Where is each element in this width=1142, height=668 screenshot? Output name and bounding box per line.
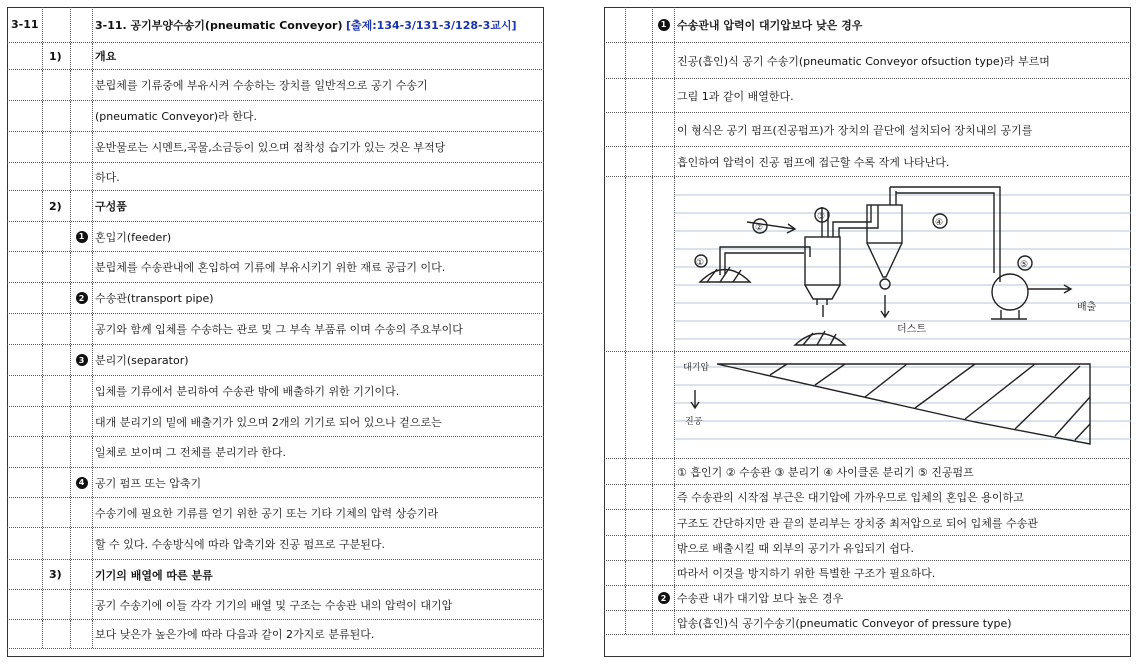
text-row (604, 113, 1131, 147)
text-row (604, 43, 1131, 79)
connecting-pipe (833, 205, 878, 237)
left-rows (7, 43, 544, 649)
body-text: 분립체를 수송관내에 혼입하여 기류에 부유시키기 위한 재료 공급기 이다. (95, 261, 446, 274)
body-text: 대개 분리기의 밑에 배출기가 있으며 2개의 기기로 되어 있으나 겉으로는 (95, 415, 442, 429)
text-row (604, 510, 1131, 536)
pressure-curve (717, 364, 1090, 444)
body-text: 수송관 내가 대기압 보다 높은 경우 (677, 592, 844, 605)
body-text: 그림 1과 같이 배열한다. (677, 89, 794, 103)
source-tag: [출제:134-3/131-3/128-3교시] (345, 18, 517, 32)
body-text: 보다 낮은가 높은가에 따라 다음과 같이 2가지로 분류된다. (95, 628, 375, 641)
figure-row-graph (604, 352, 1131, 459)
figure-row-apparatus (604, 177, 1131, 352)
text-row (7, 191, 544, 222)
body-text: 입체를 기류에서 분리하여 수송관 밖에 배출하기 위한 기기이다. (95, 385, 400, 398)
body-text: 운반물로는 시멘트,곡물,소금등이 있으며 점착성 습기가 있는 것은 부적당 (95, 141, 446, 154)
body-text: 공기와 함께 입체를 수송하는 관로 및 그 부속 부품류 이며 수송의 주요부이다 (95, 323, 463, 336)
text-row (7, 407, 544, 437)
apparatus-figure (675, 177, 1131, 351)
heading-text: 기기의 배열에 따른 분류 (95, 568, 213, 582)
outlet-arrow (1028, 285, 1071, 293)
body-text: 진공(흡인)식 공기 수송기(pneumatic Conveyor ofsuction type)라 부르며 (677, 54, 1050, 68)
numbered-bullet-icon: 1 (658, 19, 670, 31)
text-row (7, 528, 544, 560)
right-rows-bottom (604, 459, 1131, 635)
item-number: 3) (43, 560, 71, 589)
text-row (7, 132, 544, 163)
section-title: 3-11. 공기부양수송기(pneumatic Conveyor) (95, 18, 343, 32)
body-text: 할 수 있다. 수송방식에 따라 압축기와 진공 펌프로 구분된다. (95, 537, 385, 551)
body-text: 공기 수송기에 이들 각각 기기의 배열 및 구조는 수송관 내의 압력이 대기압 (95, 598, 453, 612)
cyclone-body (867, 205, 902, 243)
text-row (7, 222, 544, 252)
body-text: 하다. (95, 170, 120, 184)
text-row (7, 43, 544, 70)
text-row (604, 147, 1131, 177)
apparatus-drawing (675, 177, 1131, 351)
figure-label-5: ⑤ (1020, 260, 1029, 270)
right-page (604, 7, 1131, 657)
numbered-bullet-icon: 2 (76, 292, 88, 304)
text-row (604, 485, 1131, 510)
discharge-label: 배출 (1077, 302, 1097, 313)
text-row (7, 437, 544, 468)
pressure-graph-figure (675, 352, 1131, 458)
text-row (7, 314, 544, 345)
text-row (604, 611, 1131, 635)
body-text: (pneumatic Conveyor)라 한다. (95, 110, 257, 123)
graph-label-vacuum: 진공 (685, 417, 703, 427)
text-row (7, 620, 544, 649)
item-number: 2) (43, 191, 71, 221)
body-text: 수송관(transport pipe) (95, 292, 214, 305)
body-text: 밖으로 배출시킬 때 외부의 공기가 유입되기 쉽다. (677, 542, 914, 555)
body-text: 일체로 보이며 그 전체를 분리기라 한다. (95, 446, 286, 459)
notebook-lines (675, 195, 1131, 339)
text-row (604, 7, 1131, 43)
left-title-row (7, 7, 544, 43)
numbered-bullet-icon: 1 (76, 231, 88, 243)
body-text: 흡인하여 압력이 진공 펌프에 접근할 수록 작게 나타난다. (677, 155, 950, 169)
body-text: 즉 수송관의 시작점 부근은 대기압에 가까우므로 입체의 혼입은 용이하고 (677, 491, 1024, 504)
text-row (604, 586, 1131, 611)
body-text: 압송(흡인)식 공기수송기(pneumatic Conveyor of pressure type) (677, 616, 1012, 630)
text-row (7, 376, 544, 407)
text-row (604, 459, 1131, 485)
left-page (7, 7, 544, 657)
heading-text: 개요 (95, 50, 117, 63)
figure-label-1: ① (696, 258, 705, 268)
text-row (7, 345, 544, 376)
text-row (604, 79, 1131, 113)
item-number: 1) (43, 43, 71, 69)
text-row (7, 163, 544, 191)
body-text: 구조도 간단하지만 관 끝의 분리부는 장치중 최저압으로 되어 입체를 수송관 (677, 516, 1038, 530)
body-text: ① 흡인기 ② 수송관 ③ 분리기 ④ 사이클론 분리기 ⑤ 진공펌프 (677, 465, 974, 479)
separator-body (805, 237, 840, 285)
dust-label: 더스트 (897, 324, 926, 335)
text-row (7, 70, 544, 101)
numbered-bullet-icon: 4 (76, 477, 88, 489)
figure-label-4: ④ (935, 218, 944, 228)
text-row (7, 283, 544, 314)
vacuum-pump (992, 274, 1028, 310)
text-row (604, 561, 1131, 586)
body-text: 혼입기(feeder) (95, 230, 172, 244)
text-row (7, 498, 544, 528)
text-row (7, 101, 544, 132)
numbered-bullet-icon: 3 (76, 354, 88, 366)
text-row (7, 560, 544, 590)
text-row (604, 536, 1131, 561)
pressure-graph (675, 352, 1131, 458)
text-row (7, 590, 544, 620)
section-title-cell (93, 7, 544, 42)
numbered-bullet-icon: 2 (658, 592, 670, 604)
heading-text: 수송관내 압력이 대기압보다 낮은 경우 (677, 18, 863, 32)
right-rows-top (604, 7, 1131, 177)
body-text: 분립체를 기류중에 부유시켜 수송하는 장치를 일반적으로 공기 수송기 (95, 79, 428, 92)
figure-label-2: ② (755, 223, 764, 233)
body-text: 공기 펌프 또는 압축기 (95, 476, 202, 490)
text-row (7, 252, 544, 283)
body-text: 수송기에 필요한 기류를 얻기 위한 공기 또는 기타 기체의 압력 상승기라 (95, 506, 439, 520)
section-number: 3-11 (7, 7, 43, 42)
graph-label-atmospheric: 대기압 (683, 363, 710, 373)
body-text: 따라서 이것을 방지하기 위한 특별한 구조가 필요하다. (677, 567, 936, 580)
body-text: 분리기(separator) (95, 354, 189, 367)
text-row (7, 468, 544, 498)
body-text: 이 형식은 공기 펌프(진공펌프)가 장치의 끝단에 설치되어 장치내의 공기를 (677, 123, 1033, 137)
heading-text: 구성품 (95, 200, 127, 213)
figure-label-3: ③ (817, 212, 826, 222)
